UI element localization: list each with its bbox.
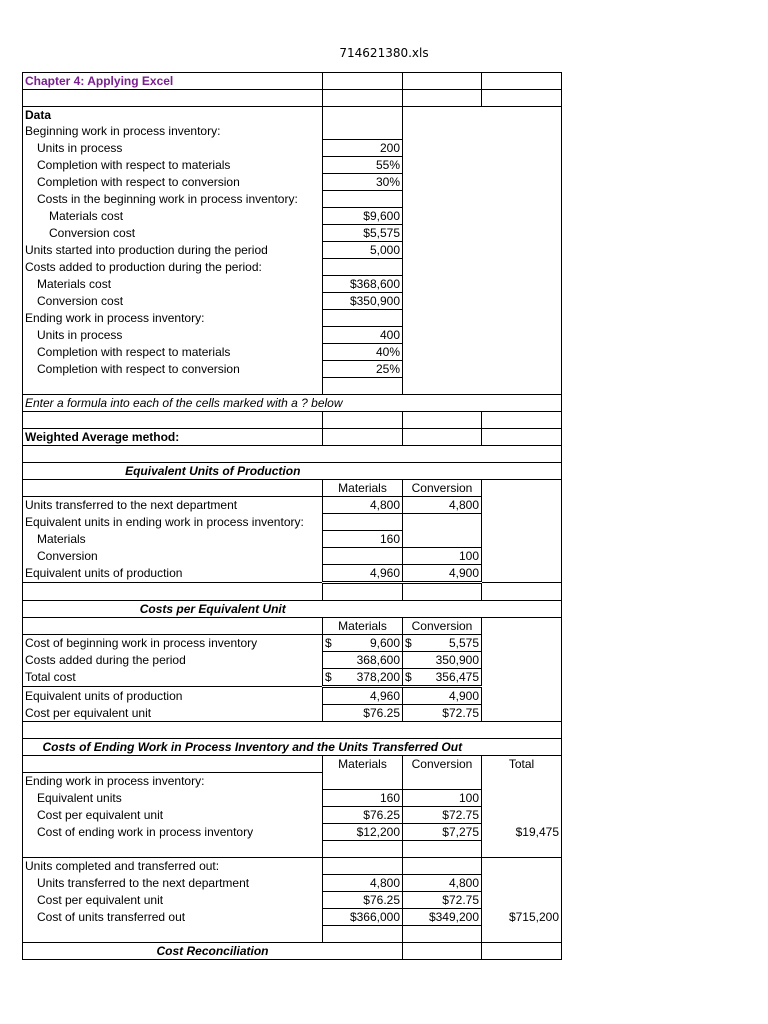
- cpeu-eup-mat[interactable]: 4,960: [323, 687, 403, 705]
- cpeu-added-label[interactable]: Costs added during the period: [23, 652, 323, 669]
- ewip-cost-label[interactable]: Cost of ending work in process inventory: [23, 823, 323, 840]
- end-mat-pct-label[interactable]: Completion with respect to materials: [23, 344, 323, 361]
- mat-pct-cell[interactable]: 55%: [323, 157, 403, 174]
- mat-cost-cell[interactable]: $9,600: [323, 208, 403, 225]
- added-mat-label[interactable]: Materials cost: [23, 276, 323, 293]
- added-mat-cell[interactable]: $368,600: [323, 276, 403, 293]
- eup-ending-label[interactable]: Equivalent units in ending work in process inventory:: [23, 514, 323, 531]
- ut-cost-conv[interactable]: $349,200: [403, 908, 482, 925]
- completed-label[interactable]: Units completed and transferred out:: [23, 857, 323, 874]
- ut-label[interactable]: Units transferred to the next department: [23, 874, 323, 891]
- eup-transferred-mat[interactable]: 4,800: [323, 497, 403, 514]
- eup-transferred-conv[interactable]: 4,800: [403, 497, 482, 514]
- conv-pct-label[interactable]: Completion with respect to conversion: [23, 174, 323, 191]
- eup-conversion-label[interactable]: Conversion: [23, 548, 323, 565]
- eup-materials-val[interactable]: 160: [323, 531, 403, 548]
- eup-total-label[interactable]: Equivalent units of production: [23, 565, 323, 583]
- ut-conv[interactable]: 4,800: [403, 874, 482, 891]
- eup-total-mat[interactable]: 4,960: [323, 565, 403, 583]
- cpeu-col-materials[interactable]: Materials: [323, 618, 403, 635]
- end-conv-pct-label[interactable]: Completion with respect to conversion: [23, 361, 323, 378]
- cpeu-total-label[interactable]: Total cost: [23, 669, 323, 687]
- row-blank-1: [23, 90, 562, 107]
- started-cell[interactable]: 5,000: [323, 242, 403, 259]
- added-conv-label[interactable]: Conversion cost: [23, 293, 323, 310]
- eup-transferred-label[interactable]: Units transferred to the next department: [23, 497, 323, 514]
- eq-units-mat[interactable]: 160: [323, 789, 403, 806]
- sheet-title[interactable]: Chapter 4: Applying Excel: [23, 73, 323, 90]
- ending-col-total[interactable]: Total: [482, 756, 562, 773]
- end-units-cell[interactable]: 400: [323, 327, 403, 344]
- ut-mat[interactable]: 4,800: [323, 874, 403, 891]
- ending-wip-label[interactable]: Ending work in process inventory:: [23, 310, 323, 327]
- eq-units-label[interactable]: Equivalent units: [23, 789, 323, 806]
- ut-cpu-mat[interactable]: $76.25: [323, 891, 403, 908]
- spreadsheet-table: [22, 72, 562, 960]
- ewip-cpu-conv[interactable]: $72.75: [403, 806, 482, 823]
- end-conv-pct-cell[interactable]: 25%: [323, 361, 403, 378]
- eq-units-conv[interactable]: 100: [403, 789, 482, 806]
- file-title: 714621380.xls: [339, 46, 429, 60]
- cpeu-eup-conv[interactable]: 4,900: [403, 687, 482, 705]
- method-label[interactable]: Weighted Average method:: [23, 429, 323, 446]
- cpeu-cpu-mat[interactable]: $76.25: [323, 705, 403, 722]
- cpeu-beg-mat-cell[interactable]: $ 9,600: [323, 635, 403, 652]
- data-header[interactable]: Data: [23, 107, 323, 124]
- started-label[interactable]: Units started into production during the period: [23, 242, 323, 259]
- conv-pct-cell[interactable]: 30%: [323, 174, 403, 191]
- ewip-cpu-mat[interactable]: $76.25: [323, 806, 403, 823]
- beginning-wip-label[interactable]: Beginning work in process inventory:: [23, 123, 323, 140]
- costs-beg-label[interactable]: Costs in the beginning work in process inventory:: [23, 191, 323, 208]
- cpeu-col-conversion[interactable]: Conversion: [403, 618, 482, 635]
- ut-cpu-label[interactable]: Cost per equivalent unit: [23, 891, 323, 908]
- added-label[interactable]: Costs added to production during the period:: [23, 259, 323, 276]
- ut-cost-label[interactable]: Cost of units transferred out: [23, 908, 323, 925]
- eup-materials-label[interactable]: Materials: [23, 531, 323, 548]
- cpeu-beg-label[interactable]: Cost of beginning work in process inventory: [23, 635, 323, 652]
- instruction-text[interactable]: Enter a formula into each of the cells marked with a ? below: [23, 395, 403, 412]
- conv-cost-label[interactable]: Conversion cost: [23, 225, 323, 242]
- conv-cost-cell[interactable]: $5,575: [323, 225, 403, 242]
- cpeu-cpu-label[interactable]: Cost per equivalent unit: [23, 705, 323, 722]
- eup-title[interactable]: Equivalent Units of Production: [23, 463, 403, 480]
- units-in-process-label[interactable]: Units in process: [23, 140, 323, 157]
- row-title: [23, 73, 562, 90]
- ending-col-conversion[interactable]: Conversion: [403, 756, 482, 773]
- ut-cost-mat[interactable]: $366,000: [323, 908, 403, 925]
- ending-title[interactable]: Costs of Ending Work in Process Inventory and the Units Transferred Out: [23, 739, 482, 756]
- mat-cost-label[interactable]: Materials cost: [23, 208, 323, 225]
- ut-cost-total[interactable]: $715,200: [482, 908, 562, 925]
- cpeu-title[interactable]: Costs per Equivalent Unit: [23, 601, 403, 618]
- ewip-cost-conv[interactable]: $7,275: [403, 823, 482, 840]
- eup-col-conversion[interactable]: Conversion: [403, 480, 482, 497]
- cpeu-eup-label[interactable]: Equivalent units of production: [23, 687, 323, 705]
- ewip-label[interactable]: Ending work in process inventory:: [23, 773, 323, 790]
- eup-total-conv[interactable]: 4,900: [403, 565, 482, 583]
- end-units-label[interactable]: Units in process: [23, 327, 323, 344]
- ewip-cpu-label[interactable]: Cost per equivalent unit: [23, 806, 323, 823]
- eup-conversion-val[interactable]: 100: [403, 548, 482, 565]
- cpeu-beg-conv-cell[interactable]: $ 5,575: [403, 635, 482, 652]
- eup-col-materials[interactable]: Materials: [323, 480, 403, 497]
- ending-col-materials[interactable]: Materials: [323, 756, 403, 773]
- ewip-cost-total[interactable]: $19,475: [482, 823, 562, 840]
- end-mat-pct-cell[interactable]: 40%: [323, 344, 403, 361]
- cpeu-added-conv[interactable]: 350,900: [403, 652, 482, 669]
- ut-cpu-conv[interactable]: $72.75: [403, 891, 482, 908]
- cpeu-total-mat-cell[interactable]: $ 378,200: [323, 669, 403, 687]
- cpeu-total-conv-cell[interactable]: $ 356,475: [403, 669, 482, 687]
- cpeu-added-mat[interactable]: 368,600: [323, 652, 403, 669]
- units-in-process-cell[interactable]: 200: [323, 140, 403, 157]
- cpeu-cpu-conv[interactable]: $72.75: [403, 705, 482, 722]
- mat-pct-label[interactable]: Completion with respect to materials: [23, 157, 323, 174]
- reconciliation-title[interactable]: Cost Reconciliation: [23, 942, 403, 959]
- added-conv-cell[interactable]: $350,900: [323, 293, 403, 310]
- ewip-cost-mat[interactable]: $12,200: [323, 823, 403, 840]
